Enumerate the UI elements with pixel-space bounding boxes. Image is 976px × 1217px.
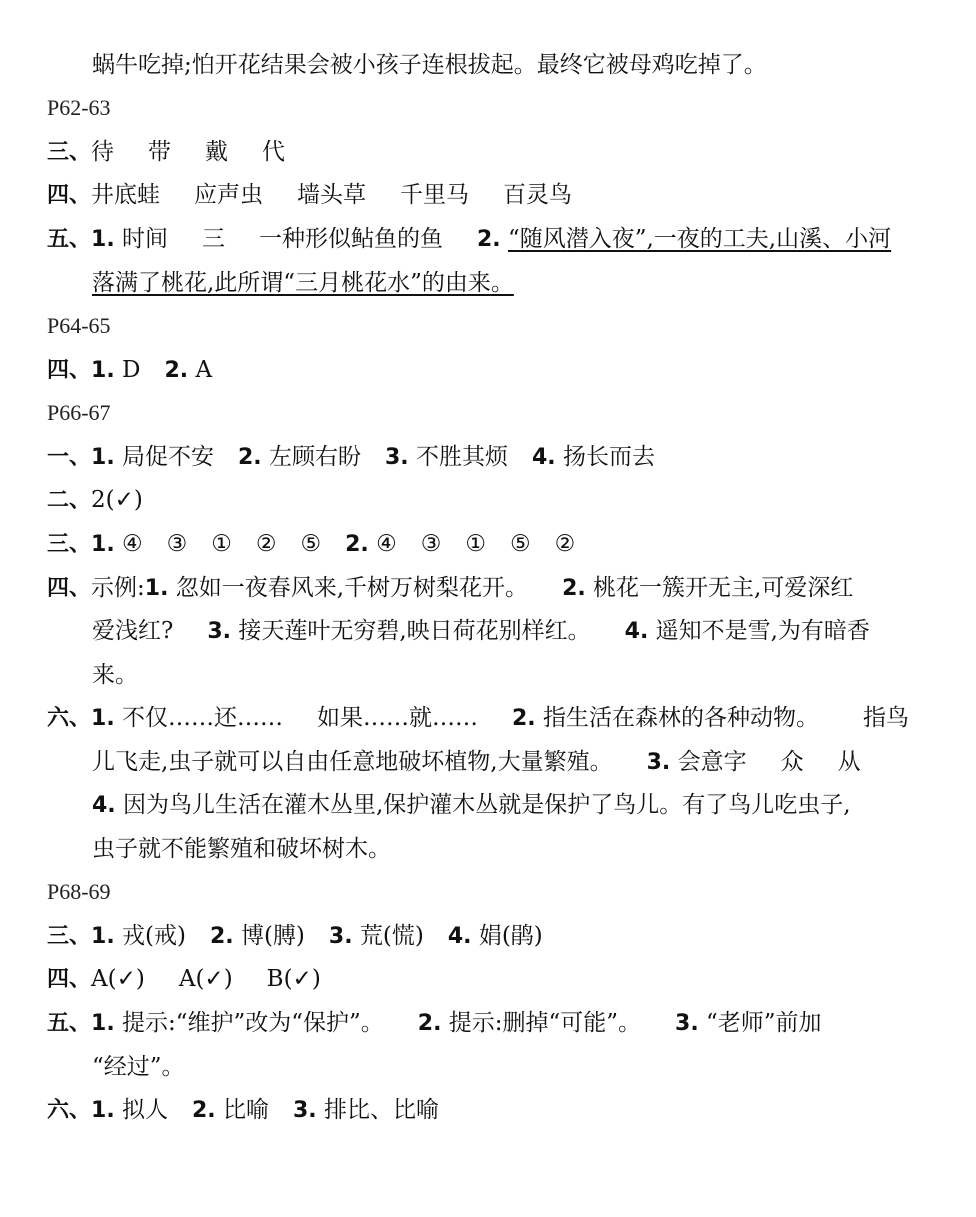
item-number: 2. <box>512 706 536 731</box>
answer-text: “经过”。 <box>92 1054 185 1080</box>
answer-text: 提示:删掉“可能”。 <box>448 1010 642 1036</box>
page-reference <box>47 93 111 123</box>
section-number: 四、 <box>47 576 92 601</box>
answer-text: 不胜其烦 <box>415 444 508 470</box>
item-number: 2. <box>209 924 234 949</box>
answer-line <box>47 529 575 560</box>
item-number: 2. <box>417 1011 442 1036</box>
answer-text: 一种形似鲇鱼的鱼 <box>259 226 443 252</box>
item-number: 1. <box>91 1098 115 1123</box>
item-number: 1. <box>91 1011 115 1036</box>
answer-text: 来。 <box>92 662 138 688</box>
answer-text: 会意字 <box>677 749 747 775</box>
answer-text: 荒(慌) <box>359 923 424 949</box>
answer-text: 三 <box>202 226 225 252</box>
item-number: 3. <box>207 619 232 644</box>
answer-text: 虫子就不能繁殖和破坏树木。 <box>92 836 391 862</box>
answer-text: 应声虫 <box>194 182 264 208</box>
answer-line <box>47 355 212 386</box>
answer-line <box>92 50 767 80</box>
answer-text: 从 <box>837 749 861 775</box>
page-reference <box>47 877 111 907</box>
section-number: 三、 <box>47 140 92 165</box>
item-number: 2. <box>345 532 369 557</box>
item-number: 1. <box>91 532 115 557</box>
answer-line <box>47 137 285 168</box>
answer-text: ⑤ <box>509 531 531 557</box>
answer-text: B(✓) <box>266 966 321 992</box>
answer-line <box>47 703 909 734</box>
answer-line <box>47 180 572 211</box>
answer-text: 时间 <box>122 226 168 252</box>
answer-text: 接天莲叶无穷碧,映日荷花别样红。 <box>238 618 591 644</box>
answer-text: 众 <box>780 749 804 775</box>
answer-text: 2(✓) <box>91 487 143 513</box>
answer-text: 爱浅红? <box>92 618 174 644</box>
answer-line <box>47 442 655 473</box>
answer-text: “老师”前加 <box>706 1010 822 1036</box>
item-number: 4. <box>531 445 556 470</box>
section-number: 六、 <box>47 1098 92 1123</box>
answer-text: 左顾右盼 <box>268 444 361 470</box>
answer-text: D <box>122 357 141 383</box>
answer-text: ② <box>255 531 277 557</box>
answer-line <box>92 747 861 778</box>
answer-text: 比喻 <box>222 1097 269 1123</box>
answer-text: 儿飞走,虫子就可以自由任意地破坏植物,大量繁殖。 <box>92 749 613 775</box>
page-range: P68-69 <box>47 879 111 904</box>
section-number: 六、 <box>47 706 92 731</box>
item-number: 3. <box>675 1011 699 1036</box>
item-number: 1. <box>91 445 115 470</box>
answer-text: 井底蛙 <box>91 182 161 208</box>
answer-text: 局促不安 <box>122 444 214 470</box>
answer-text: 如果……就…… <box>317 705 478 731</box>
answer-text: 示例: <box>91 575 145 601</box>
answer-text: A(✓) <box>91 966 145 992</box>
answer-text: 娟(鹃) <box>478 923 543 949</box>
section-number: 四、 <box>47 967 92 992</box>
answer-text: 排比、比喻 <box>323 1097 439 1123</box>
item-number: 3. <box>292 1098 317 1123</box>
answer-text: 蜗牛吃掉;怕开花结果会被小孩子连根拔起。最终它被母鸡吃掉了。 <box>92 52 767 78</box>
item-number: 2. <box>477 227 501 252</box>
item-number: 1. <box>91 358 115 383</box>
item-number: 4. <box>447 924 472 949</box>
answer-text: A <box>195 357 213 383</box>
underlined-answer: 落满了桃花,此所谓“三月桃花水”的由来。 <box>92 270 514 296</box>
answer-text: ③ <box>166 531 188 557</box>
answer-line <box>92 1052 185 1082</box>
answer-text: ① <box>465 531 486 557</box>
item-number: 1. <box>91 924 115 949</box>
item-number: 3. <box>328 924 353 949</box>
answer-text: 忽如一夜春风来,千树万树梨花开。 <box>175 575 529 601</box>
answer-line <box>92 660 138 690</box>
underlined-answer: “随风潜入夜”,一夜的工夫,山溪、小河 <box>507 226 892 252</box>
item-number: 2. <box>164 358 189 383</box>
answer-text: ④ <box>122 531 143 557</box>
answer-text: 戴 <box>205 139 229 165</box>
item-number: 2. <box>562 576 586 601</box>
answer-text: 带 <box>148 139 172 165</box>
answer-text: 拟人 <box>122 1097 168 1123</box>
answer-line <box>92 834 391 864</box>
answer-line <box>47 224 891 255</box>
answer-text: 百灵鸟 <box>503 182 573 208</box>
answer-text: ③ <box>420 531 442 557</box>
answer-text: 遥知不是雪,为有暗香 <box>655 618 870 644</box>
section-number: 四、 <box>47 358 92 383</box>
section-number: 二、 <box>47 488 92 513</box>
item-number: 1. <box>91 227 115 252</box>
page-range: P64-65 <box>47 313 111 338</box>
section-number: 四、 <box>47 183 92 208</box>
page-range: P66-67 <box>47 400 111 425</box>
item-number: 4. <box>624 619 649 644</box>
answer-text: 不仅……还…… <box>122 705 283 731</box>
item-number: 2. <box>192 1098 216 1123</box>
answer-line <box>47 964 321 995</box>
answer-text: 指生活在森林的各种动物。 <box>542 705 819 731</box>
answer-text: 代 <box>262 139 286 165</box>
section-number: 三、 <box>47 924 92 949</box>
answer-text: 待 <box>91 139 115 165</box>
answer-text: 博(膊) <box>240 923 305 949</box>
answer-text: 千里马 <box>400 182 470 208</box>
answer-text: 墙头草 <box>297 182 367 208</box>
answer-text: 因为鸟儿生活在灌木丛里,保护灌木丛就是保护了鸟儿。有了鸟儿吃虫子, <box>122 792 851 818</box>
answer-line <box>47 1095 439 1126</box>
answer-line <box>47 1008 822 1039</box>
item-number: 3. <box>384 445 409 470</box>
item-number: 1. <box>91 706 115 731</box>
item-number: 4. <box>92 793 116 818</box>
item-number: 1. <box>144 576 169 601</box>
section-number: 一、 <box>47 445 92 470</box>
page-range: P62-63 <box>47 95 111 120</box>
answer-text: 戎(戒) <box>122 923 186 949</box>
section-number: 五、 <box>47 1011 92 1036</box>
answer-text: ① <box>211 531 232 557</box>
section-number: 三、 <box>47 532 92 557</box>
answer-text: 提示:“维护”改为“保护”。 <box>122 1010 384 1036</box>
page-reference <box>47 311 111 341</box>
section-number: 五、 <box>47 227 92 252</box>
answer-line <box>92 790 851 821</box>
item-number: 3. <box>646 750 671 775</box>
answer-text: ④ <box>376 531 397 557</box>
answer-text: 桃花一簇开无主,可爱深红 <box>593 575 854 601</box>
page-reference <box>47 398 111 428</box>
answer-text: A(✓) <box>178 966 233 992</box>
answer-text: ② <box>554 531 576 557</box>
answer-line <box>47 485 143 516</box>
answer-line <box>47 573 853 604</box>
item-number: 2. <box>238 445 262 470</box>
answer-line <box>92 616 870 647</box>
answer-text: 扬长而去 <box>562 444 655 470</box>
answer-text: 指鸟 <box>862 705 909 731</box>
answer-text: ⑤ <box>300 531 322 557</box>
answer-line <box>47 921 543 952</box>
answer-line <box>92 268 514 298</box>
